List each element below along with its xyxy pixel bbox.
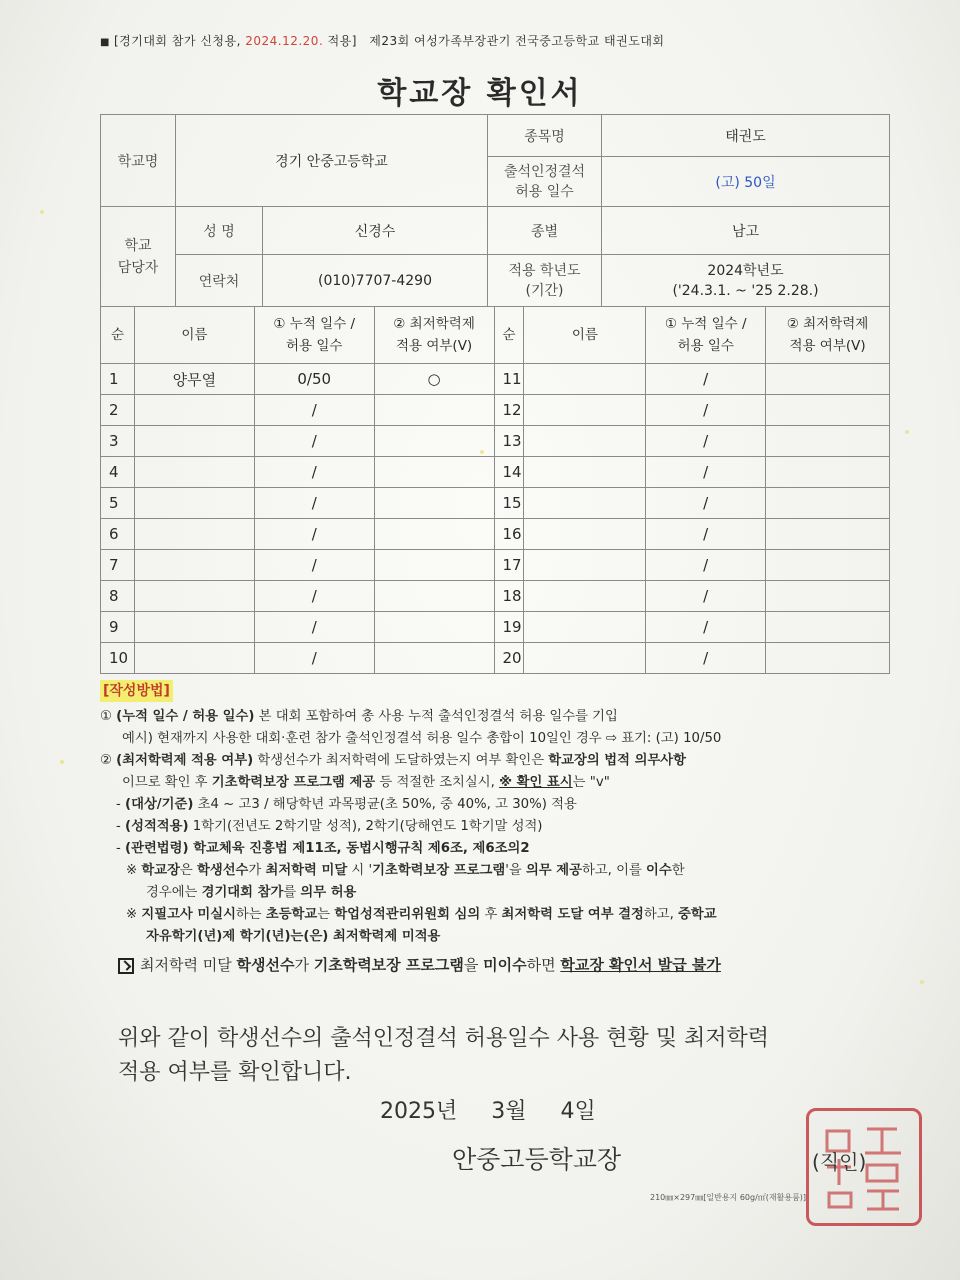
remark-1: ※ 학교장은 학생선수가 최저학력 미달 시 '기초학력보장 프로그램'을 의무 제공하고, 이를 이수한: [126, 863, 685, 878]
table-row: [101, 643, 890, 674]
cell-name: [134, 395, 254, 426]
cell-no: 5: [101, 488, 135, 519]
cell-basic2: [766, 612, 890, 643]
cell-no: 9: [101, 612, 135, 643]
cell-basic2: [766, 550, 890, 581]
cell-days: 0/50: [254, 364, 374, 395]
cell-basic2: [766, 364, 890, 395]
cell-days: /: [254, 581, 374, 612]
name-label: 성 명: [176, 207, 263, 255]
remark-2: ※ 지필고사 미실시하는 초등학교는 학업성적관리위원회 심의 후 최저학력 도달 여부 결정하고, 중학교: [126, 907, 717, 922]
cell-days: /: [254, 488, 374, 519]
paper-spec: 210㎜×297㎜[일반용지 60g/㎡(재활용품)]: [650, 1193, 807, 1202]
cell-basic: [374, 612, 494, 643]
table-row: [101, 364, 890, 395]
table-row: [101, 519, 890, 550]
bullet-grades: - (성적적용) 1학기(전년도 2학기말 성적), 2학기(당해연도 1학기말 성적): [116, 819, 543, 834]
cell-name: [134, 426, 254, 457]
cell-no: 6: [101, 519, 135, 550]
note-2: ② (최저학력제 적용 여부) 학생선수가 최저학력에 도달하였는지 여부 확인은 학교장의 법적 의무사항: [100, 753, 686, 768]
cell-no: 1: [101, 364, 135, 395]
table-row: [101, 426, 890, 457]
cell-basic2: [766, 488, 890, 519]
cell-no2: 14: [494, 457, 524, 488]
contact-value: (010)7707-4290: [263, 255, 488, 307]
staff-label: 학교 담당자: [101, 207, 176, 307]
cell-no2: 16: [494, 519, 524, 550]
cell-days2: /: [646, 364, 766, 395]
cell-name: [134, 488, 254, 519]
name-value: 신경수: [263, 207, 488, 255]
cell-no2: 12: [494, 395, 524, 426]
cell-days: /: [254, 457, 374, 488]
contact-label: 연락처: [176, 255, 263, 307]
bullet-target: - (대상/기준) 초4 ~ 고3 / 해당학년 과목평균(초 50%, 중 40%, 고 30%) 적용: [116, 797, 577, 812]
cell-basic: [374, 581, 494, 612]
cell-basic2: [766, 581, 890, 612]
cell-name: 양무열: [134, 364, 254, 395]
cell-name2: [524, 581, 646, 612]
writing-instructions: [100, 680, 900, 976]
cell-name2: [524, 550, 646, 581]
year-value: 2024학년도 ('24.3.1. ~ '25 2.28.): [602, 255, 890, 307]
note-1: ① (누적 일수 / 허용 일수) 본 대회 포함하여 총 사용 누적 출석인정결석 허용 일수를 기입: [100, 709, 618, 724]
cell-days: /: [254, 395, 374, 426]
cell-name2: [524, 488, 646, 519]
cell-basic: ○: [374, 364, 494, 395]
cell-no2: 11: [494, 364, 524, 395]
cell-days2: /: [646, 457, 766, 488]
cell-days2: /: [646, 395, 766, 426]
check-box-icon: [118, 958, 134, 974]
remark-2-cont: 자유학기(년)제 학기(년)는(은) 최저학력제 미적용: [146, 929, 441, 944]
cell-no2: 13: [494, 426, 524, 457]
cell-no2: 20: [494, 643, 524, 674]
cell-name: [134, 612, 254, 643]
table-row: [101, 581, 890, 612]
cell-name2: [524, 426, 646, 457]
table-row: [101, 488, 890, 519]
cell-days2: /: [646, 643, 766, 674]
cell-name: [134, 550, 254, 581]
document-header: ■ [경기대회 참가 신청용, 2024.12.20. 적용] 제23회 여성가족부장관기 전국중고등학교 태권도대회: [100, 34, 665, 48]
cell-no: 2: [101, 395, 135, 426]
cell-name2: [524, 457, 646, 488]
cell-name2: [524, 643, 646, 674]
note-1-example: 예시) 현재까지 사용한 대회·훈련 참가 출석인정결석 허용 일수 총합이 10일인 경우 ⇨ 표기: (고) 10/50: [122, 731, 722, 746]
cell-basic: [374, 395, 494, 426]
student-table: [100, 306, 890, 674]
school-label: 학교명: [101, 115, 176, 207]
allowance-value: (고) 50일: [602, 157, 890, 207]
document-title: 학교장 확인서: [377, 76, 583, 111]
cell-no2: 15: [494, 488, 524, 519]
paper-speck: [40, 210, 44, 214]
cell-basic2: [766, 426, 890, 457]
square-bullet-icon: ■: [100, 37, 110, 48]
principal-name: 안중고등학교장: [452, 1145, 622, 1174]
cell-name: [134, 519, 254, 550]
cell-days2: /: [646, 550, 766, 581]
event-value: 태권도: [602, 115, 890, 157]
paper-speck: [60, 760, 64, 764]
year-label: 적용 학년도 (기간): [488, 255, 602, 307]
cell-no2: 17: [494, 550, 524, 581]
instructions-label: [작성방법]: [100, 680, 173, 702]
cell-days: /: [254, 612, 374, 643]
type-label: 종별: [488, 207, 602, 255]
cell-name2: [524, 364, 646, 395]
final-warning: 최저학력 미달 학생선수가 기초학력보장 프로그램을 미이수하면 학교장 확인서 발급 불가: [100, 954, 900, 976]
cell-basic: [374, 550, 494, 581]
event-label: 종목명: [488, 115, 602, 157]
cell-name2: [524, 519, 646, 550]
paper-speck: [905, 430, 909, 434]
cell-basic2: [766, 643, 890, 674]
cell-no: 10: [101, 643, 135, 674]
cell-no: 7: [101, 550, 135, 581]
cell-no2: 19: [494, 612, 524, 643]
cell-days: /: [254, 426, 374, 457]
cell-no2: 18: [494, 581, 524, 612]
school-value: 경기 안중고등학교: [176, 115, 488, 207]
seal-label: (직인): [812, 1150, 867, 1174]
cell-days2: /: [646, 519, 766, 550]
cell-basic: [374, 488, 494, 519]
cell-basic: [374, 643, 494, 674]
cell-basic: [374, 457, 494, 488]
cell-basic: [374, 426, 494, 457]
cell-name: [134, 581, 254, 612]
note-2-cont: 이므로 확인 후 기초학력보장 프로그램 제공 등 적절한 조치실시, ※ 확인 표시는 "v": [122, 775, 610, 790]
cell-basic2: [766, 457, 890, 488]
bullet-law: - (관련법령) 학교체육 진흥법 제11조, 동법시행규칙 제6조, 제6조의2: [116, 841, 530, 856]
type-value: 남고: [602, 207, 890, 255]
remark-1-cont: 경우에는 경기대회 참가를 의무 허용: [146, 885, 357, 900]
cell-days: /: [254, 519, 374, 550]
paper-speck: [920, 980, 924, 984]
table-row: [101, 457, 890, 488]
cell-basic: [374, 519, 494, 550]
cell-name: [134, 643, 254, 674]
info-table: [100, 114, 890, 307]
cell-no: 3: [101, 426, 135, 457]
confirmation-statement: 위와 같이 학생선수의 출석인정결석 허용일수 사용 현황 및 최저학력 적용 여부를 확인합니다.: [118, 1026, 770, 1085]
table-header-row: 순 이름 ① 누적 일수 / 허용 일수 ② 최저학력제 적용 여부(V) 순 이름 ① 누적 일수 / 허용 일수 ② 최저학력제 적용 여부(V): [101, 307, 890, 364]
table-row: [101, 612, 890, 643]
cell-days: /: [254, 550, 374, 581]
cell-basic2: [766, 519, 890, 550]
cell-name2: [524, 612, 646, 643]
cell-name2: [524, 395, 646, 426]
cell-days: /: [254, 643, 374, 674]
cell-no: 8: [101, 581, 135, 612]
cell-name: [134, 457, 254, 488]
cell-days2: /: [646, 426, 766, 457]
allowance-label: 출석인정결석 허용 일수: [488, 157, 602, 207]
cell-days2: /: [646, 612, 766, 643]
cell-days2: /: [646, 488, 766, 519]
table-row: [101, 550, 890, 581]
table-row: [101, 395, 890, 426]
cell-days2: /: [646, 581, 766, 612]
cell-basic2: [766, 395, 890, 426]
issue-date: 2025년 3월 4일: [380, 1099, 596, 1124]
cell-no: 4: [101, 457, 135, 488]
